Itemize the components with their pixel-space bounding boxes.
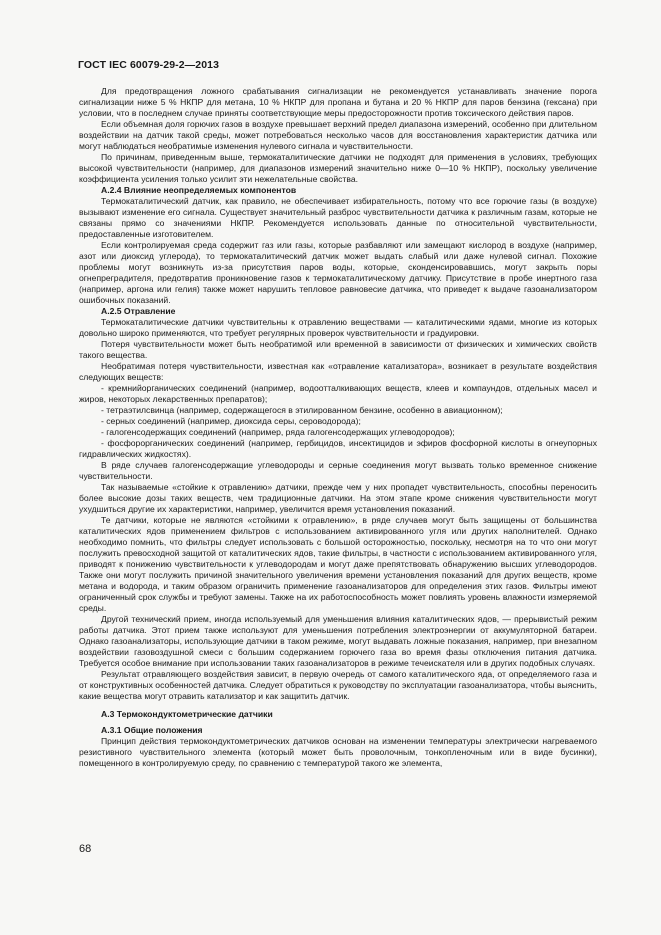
document-body <box>79 86 597 769</box>
paragraph: Термокаталитический датчик, как правило, не обеспечивает избирательность, потому что все горючие газы (в воздухе) вызывают изменение его сигнала. Существует значительный разброс чувствительности датчика к различным газам, которые не связаны прямо со значениями НКПР. Рекомендуется использовать данные по относительной чувствительности, предоставленные изготовителем. <box>79 196 597 239</box>
list-item: - кремнийорганических соединений (например, водоотталкивающих веществ, клеев и компаундов, отдельных масел и жиров, некоторых лекарственных препаратов); <box>79 383 597 404</box>
page-number: 68 <box>79 843 92 855</box>
paragraph: Для предотвращения ложного срабатывания сигнализации не рекомендуется устанавливать значение порога сигнализации ниже 5 % НКПР для метана, 10 % НКПР для пропана и бутана и 20 % НКПР для паров бензина (гексана) при условии, что в последнем случае приняты соответствующие меры предосторожности против токсического действия паров. <box>79 86 597 118</box>
section-heading: A.2.4 Влияние неопределяемых компонентов <box>101 185 297 195</box>
paragraph: Потеря чувствительности может быть необратимой или временной в зависимости от физических и химических свойств такого вещества. <box>79 339 597 360</box>
section-heading: A.3 Термокондуктометрические датчики <box>101 709 273 719</box>
paragraph: Так называемые «стойкие к отравлению» датчики, прежде чем у них пропадет чувствительность, способны переносить более высокие дозы таких веществ, чем традиционные датчики. На этом этапе кроме снижения чувствительности могут ухудшиться другие их характеристики, например, увеличится время установления показаний. <box>79 482 597 514</box>
paragraph: Если контролируемая среда содержит газ или газы, которые разбавляют или замещают кислород в воздухе (например, азот или диоксид углерода), то термокаталитический датчик может выдать слабый или даже нулевой сигнал. Похожие проблемы могут возникнуть из-за присутствия паров воды, которые, сконденсировавшись, могут закрыть поры огнепреградителя, предотвратив проникновение газов к термокаталитическому датчику. Присутствие в пробе инертного газа (например, аргона или гелия) также может нарушить тепловое равновесие датчика, что приведет к выдаче газоанализатором ошибочных показаний. <box>79 240 597 305</box>
section-heading: A.2.5 Отравление <box>101 306 176 316</box>
list-item: - фосфорорганических соединений (например, гербицидов, инсектицидов и эфиров фосфорной кислоты в огнеупорных гидравлических жидкостях). <box>79 438 597 459</box>
paragraph: В ряде случаев галогенсодержащие углеводороды и серные соединения могут вызвать только временное снижение чувствительности. <box>79 460 597 481</box>
list-item: - серных соединений (например, диоксида серы, сероводорода); <box>101 416 361 426</box>
paragraph: Результат отравляющего воздействия зависит, в первую очередь от самого каталитического яда, от определяемого газа и от конструктивных особенностей датчика. Следует обратиться к руководству по эксплуатации газоанализатора, чтобы выяснить, какие вещества могут отравить катализатор и как защитить датчик. <box>79 669 597 701</box>
paragraph: Если объемная доля горючих газов в воздухе превышает верхний предел диапазона измерений, особенно при длительном воздействии на датчик такой среды, может потребоваться несколько часов для восстановления характеристик датчика или могут наблюдаться необратимые изменения нулевого сигнала и чувствительности. <box>79 119 597 151</box>
paragraph: Другой технический прием, иногда используемый для уменьшения влияния каталитических ядов, — прерывистый режим работы датчика. Этот прием также используют для уменьшения потребления электроэнергии от аккумуляторной батареи. Однако газоанализаторы, использующие датчики в таком режиме, могут выдавать ложные показания, например, при внезапном воздействии газовоздушной смеси с большим содержанием горючего газа во время фазы отключения питания датчика. Требуется особое внимание при использовании таких газоанализаторов в режиме течеискателя или в других подобных случаях. <box>79 614 597 668</box>
list-item: - галогенсодержащих соединений (например, ряда галогенсодержащих углеводородов); <box>101 427 455 437</box>
subsection-heading: A.3.1 Общие положения <box>101 725 203 735</box>
list-item: - тетраэтилсвинца (например, содержащегося в этилированном бензине, особенно в авиационном); <box>101 405 503 415</box>
paragraph: Те датчики, которые не являются «стойкими к отравлению», в ряде случаев могут быть защищены от большинства каталитических ядов применением фильтров с использованием активированного угля или других наполнителей. Однако необходимо помнить, что фильтры следует использовать с большой осторожностью, поскольку, несмотря на то что они могут послужить превосходной защитой от каталитических ядов, такие фильтры, в частности с использованием активированного угля, приводят к понижению чувствительности к углеводородам и могут даже препятствовать обнаружению высших углеводородов. Также они могут послужить причиной значительного увеличения времени установления показаний для других веществ, кроме метана и водорода, и таким образом ограничить применение газоанализаторов для определения этих газов. Фильтры имеют ограниченный срок службы и требуют замены. Также на их работоспособность может повлиять уровень влажности измеряемой среды. <box>79 515 597 613</box>
paragraph: По причинам, приведенным выше, термокаталитические датчики не подходят для применения в условиях, требующих высокой чувствительности (например, для диапазонов измерений значительно ниже 0—10 % НКПР), поскольку увеличение коэффициента усиления только усилит эти нежелательные свойства. <box>79 152 597 184</box>
document-header: ГОСТ IEC 60079-29-2—2013 <box>78 59 220 71</box>
paragraph: Необратимая потеря чувствительности, известная как «отравление катализатора», возникает в результате воздействия следующих веществ: <box>79 361 597 382</box>
paragraph: Принцип действия термокондуктометрических датчиков основан на изменении температуры электрически нагреваемого резистивного чувствительного элемента (который может быть проволочным, тонкопленочным или в виде бусинки), помещенного в контролируемую среду, по сравнению с температурой такого же элемента, <box>79 736 597 768</box>
paragraph: Термокаталитические датчики чувствительны к отравлению веществами — каталитическими ядами, многие из которых довольно широко применяются, что требует регулярных проверок чувствительности и градуировки. <box>79 317 597 338</box>
